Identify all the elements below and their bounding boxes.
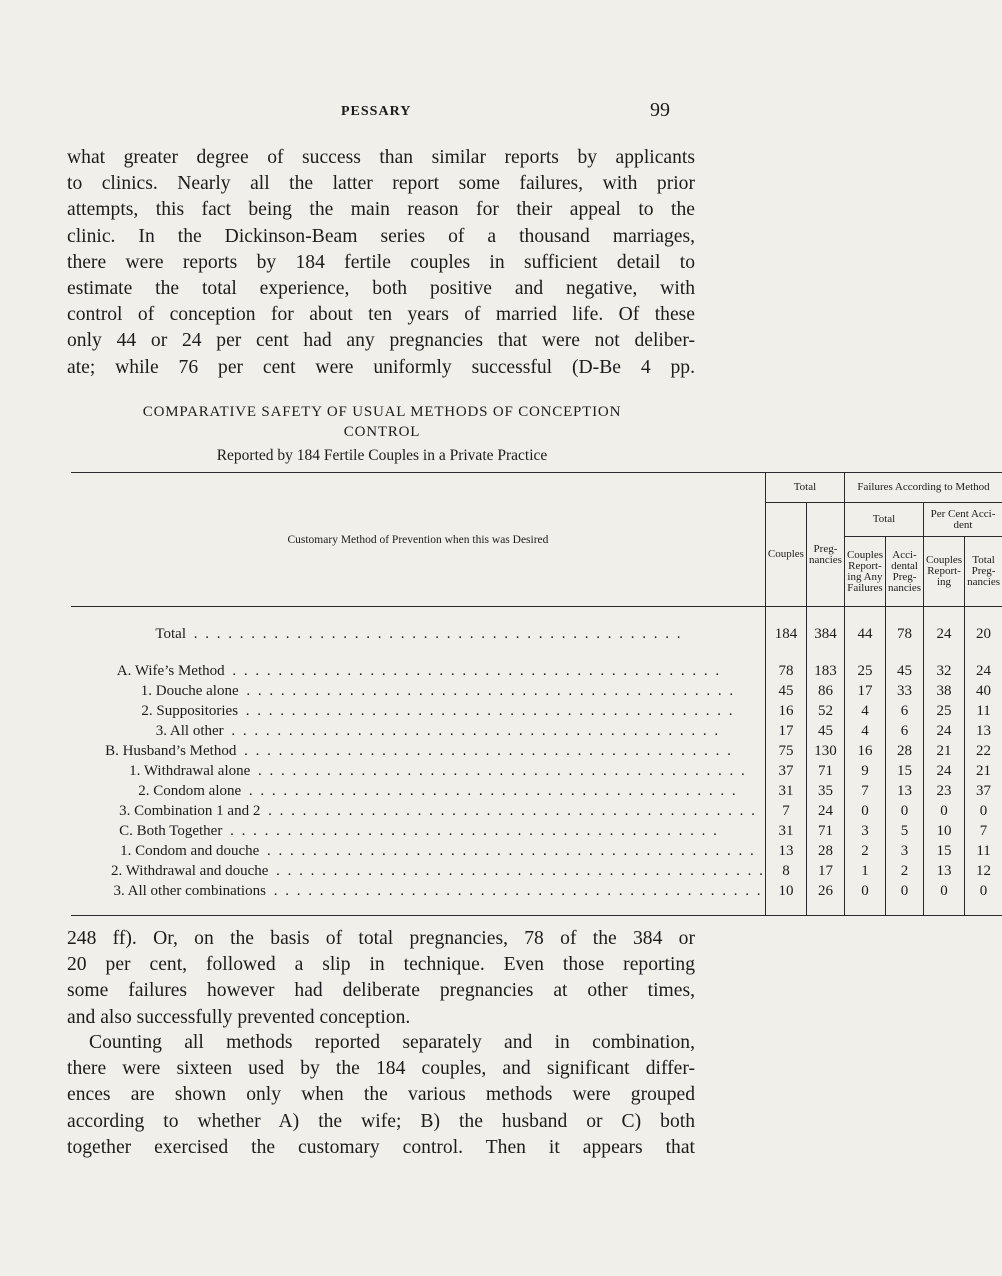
- per-cent-accident-header: Per Cent Acci-dent: [924, 503, 1002, 537]
- stub-header: Customary Method of Prevention when this was Desired: [71, 473, 765, 607]
- spacer-row: [71, 607, 1002, 622]
- spacer-cell: [71, 901, 765, 916]
- text-line: 20 per cent, followed a slip in technique. Even those reporting: [67, 954, 695, 976]
- leader-dots: . . . . . . . . . . . . . . . . . . . . . . . . . . . . . . . . . . . . . . . . . . .: [252, 763, 747, 779]
- value-cell: 71: [806, 761, 844, 781]
- row-label-cell: [71, 661, 765, 681]
- value-cell: 13: [924, 861, 965, 881]
- value-cell: 78: [765, 661, 806, 681]
- leader-dots: . . . . . . . . . . . . . . . . . . . . . . . . . . . . . . . . . . . . . . . . . . .: [226, 663, 722, 679]
- value-cell: 7: [965, 821, 1002, 841]
- value-cell: 21: [965, 761, 1002, 781]
- leader-dots: . . . . . . . . . . . . . . . . . . . . . . . . . . . . . . . . . . . . . . . . . . .: [243, 783, 738, 799]
- couples-header: Couples: [765, 503, 806, 607]
- spacer-row: [71, 901, 1002, 916]
- leader-dots: . . . . . . . . . . . . . . . . . . . . . . . . . . . . . . . . . . . . . . . . . . .: [262, 803, 757, 819]
- spacer-cell: [886, 647, 924, 661]
- value-cell: 24: [924, 761, 965, 781]
- value-cell: 11: [965, 841, 1002, 861]
- leader-dots: . . . . . . . . . . . . . . . . . . . . . . . . . . . . . . . . . . . . . . . . . . .: [225, 723, 721, 739]
- value-cell: 45: [886, 661, 924, 681]
- value-cell: 384: [806, 621, 844, 647]
- value-cell: 24: [806, 801, 844, 821]
- row-label-cell: [71, 861, 765, 881]
- row-label-cell: [71, 761, 765, 781]
- row-label-cell: [71, 741, 765, 761]
- table-title-line: CONTROL: [343, 424, 421, 440]
- row-label: 1. Withdrawal alone: [129, 763, 251, 779]
- value-cell: 13: [765, 841, 806, 861]
- value-cell: 17: [765, 721, 806, 741]
- value-cell: 0: [965, 801, 1002, 821]
- value-cell: 26: [806, 881, 844, 901]
- value-cell: 0: [924, 881, 965, 901]
- spacer-cell: [965, 901, 1002, 916]
- row-label-cell: [71, 821, 765, 841]
- spacer-cell: [924, 901, 965, 916]
- value-cell: 21: [924, 741, 965, 761]
- text-line: only 44 or 24 per cent had any pregnancies that were not deliber-: [67, 330, 695, 352]
- value-cell: 28: [886, 741, 924, 761]
- value-cell: 25: [844, 661, 885, 681]
- leader-dots: . . . . . . . . . . . . . . . . . . . . . . . . . . . . . . . . . . . . . . . . . . .: [267, 883, 763, 899]
- row-label: 3. All other combinations: [113, 883, 266, 899]
- row-label-cell: [71, 801, 765, 821]
- table-row: [71, 761, 1002, 781]
- value-cell: 183: [806, 661, 844, 681]
- row-label: 2. Suppositories: [141, 703, 239, 719]
- row-label: 3. Combination 1 and 2: [119, 803, 261, 819]
- value-cell: 25: [924, 701, 965, 721]
- value-cell: 6: [886, 721, 924, 741]
- row-label-cell: [71, 781, 765, 801]
- text-line: together exercised the customary control. Then it appears that: [67, 1136, 695, 1158]
- value-cell: 15: [886, 761, 924, 781]
- data-table: [71, 472, 1002, 916]
- accidental-pregnancies-header: Acci-dental Preg-nancies: [886, 537, 924, 607]
- value-cell: 24: [965, 661, 1002, 681]
- pct-couples-reporting-header: Couples Report-ing: [924, 537, 965, 607]
- value-cell: 7: [765, 801, 806, 821]
- value-cell: 44: [844, 621, 885, 647]
- text-line: some failures however had deliberate pregnancies at other times,: [67, 980, 695, 1002]
- leader-dots: . . . . . . . . . . . . . . . . . . . . . . . . . . . . . . . . . . . . . . . . . . .: [261, 843, 756, 859]
- failures-group-header: Failures According to Method: [844, 473, 1002, 503]
- running-head: [0, 101, 834, 125]
- table-row: [71, 681, 1002, 701]
- value-cell: 71: [806, 821, 844, 841]
- value-cell: 78: [886, 621, 924, 647]
- value-cell: 130: [806, 741, 844, 761]
- value-cell: 37: [965, 781, 1002, 801]
- text-line: attempts, this fact being the main reason for their appeal to the: [67, 199, 695, 221]
- value-cell: 37: [765, 761, 806, 781]
- value-cell: 20: [965, 621, 1002, 647]
- spacer-cell: [886, 901, 924, 916]
- value-cell: 75: [765, 741, 806, 761]
- table-row: [71, 741, 1002, 761]
- pregnancies-header: Preg-nancies: [806, 503, 844, 607]
- value-cell: 15: [924, 841, 965, 861]
- table-row: [71, 701, 1002, 721]
- value-cell: 2: [844, 841, 885, 861]
- value-cell: 0: [844, 881, 885, 901]
- couples-reporting-failures-header: Couples Report-ing Any Failures: [844, 537, 885, 607]
- row-label: 1. Condom and douche: [120, 843, 260, 859]
- text-line: Counting all methods reported separately and in combination,: [89, 1032, 695, 1053]
- spacer-row: [71, 647, 1002, 661]
- row-label: A. Wife’s Method: [116, 663, 225, 679]
- spacer-cell: [924, 607, 965, 622]
- value-cell: 32: [924, 661, 965, 681]
- spacer-cell: [765, 647, 806, 661]
- table-row: [71, 861, 1002, 881]
- spacer-cell: [71, 607, 765, 622]
- value-cell: 3: [886, 841, 924, 861]
- value-cell: 0: [886, 881, 924, 901]
- value-cell: 17: [806, 861, 844, 881]
- paragraph-2: [67, 926, 695, 1031]
- pct-total-pregnancies-header: Total Preg-nancies: [965, 537, 1002, 607]
- text-line: to clinics. Nearly all the latter report some failures, with prior: [67, 173, 695, 195]
- total-group-header: Total: [765, 473, 844, 503]
- table-row: [71, 781, 1002, 801]
- value-cell: 22: [965, 741, 1002, 761]
- row-label-cell: [71, 701, 765, 721]
- row-label: 2. Condom alone: [138, 783, 242, 799]
- row-label-cell: [71, 841, 765, 861]
- spacer-cell: [806, 647, 844, 661]
- spacer-cell: [924, 647, 965, 661]
- value-cell: 35: [806, 781, 844, 801]
- value-cell: 12: [965, 861, 1002, 881]
- paragraph-1: [67, 145, 695, 381]
- text-line: there were sixteen used by the 184 couples, and significant differ-: [67, 1058, 695, 1080]
- spacer-cell: [886, 607, 924, 622]
- row-label: Total: [155, 626, 186, 642]
- table-row: [71, 821, 1002, 841]
- value-cell: 0: [886, 801, 924, 821]
- text-line: estimate the total experience, both positive and negative, with: [67, 278, 695, 300]
- spacer-cell: [844, 901, 885, 916]
- spacer-cell: [806, 901, 844, 916]
- value-cell: 23: [924, 781, 965, 801]
- row-label: 1. Douche alone: [140, 683, 239, 699]
- value-cell: 5: [886, 821, 924, 841]
- value-cell: 11: [965, 701, 1002, 721]
- value-cell: 9: [844, 761, 885, 781]
- running-title: PESSARY: [341, 104, 412, 119]
- row-label-cell: [71, 681, 765, 701]
- value-cell: 10: [765, 881, 806, 901]
- value-cell: 38: [924, 681, 965, 701]
- value-cell: 24: [924, 721, 965, 741]
- row-label-cell: [71, 621, 765, 647]
- value-cell: 16: [844, 741, 885, 761]
- value-cell: 1: [844, 861, 885, 881]
- value-cell: 7: [844, 781, 885, 801]
- leader-dots: . . . . . . . . . . . . . . . . . . . . . . . . . . . . . . . . . . . . . . . . . . .: [240, 683, 736, 699]
- value-cell: 16: [765, 701, 806, 721]
- row-label: 3. All other: [155, 723, 224, 739]
- spacer-cell: [765, 607, 806, 622]
- text-line: what greater degree of success than similar reports by applicants: [67, 147, 695, 168]
- value-cell: 40: [965, 681, 1002, 701]
- value-cell: 28: [806, 841, 844, 861]
- leader-dots: . . . . . . . . . . . . . . . . . . . . . . . . . . . . . . . . . . . . . . . . . . .: [240, 703, 735, 719]
- text-line: ate; while 76 per cent were uniformly successful (D-Be 4 pp.: [67, 356, 695, 378]
- leader-dots: . . . . . . . . . . . . . . . . . . . . . . . . . . . . . . . . . . . . . . . . . . .: [188, 626, 683, 642]
- value-cell: 0: [844, 801, 885, 821]
- text-line: according to whether A) the wife; B) the husband or C) both: [67, 1110, 695, 1132]
- text-line: there were reports by 184 fertile couples in sufficient detail to: [67, 251, 695, 273]
- spacer-cell: [71, 647, 765, 661]
- value-cell: 8: [765, 861, 806, 881]
- value-cell: 52: [806, 701, 844, 721]
- table-row: [71, 661, 1002, 681]
- value-cell: 33: [886, 681, 924, 701]
- table-row: [71, 721, 1002, 741]
- page-number: 99: [650, 99, 670, 121]
- row-label: B. Husband’s Method: [105, 743, 237, 759]
- row-label-cell: [71, 721, 765, 741]
- value-cell: 3: [844, 821, 885, 841]
- failures-total-header: Total: [844, 503, 923, 537]
- spacer-cell: [806, 607, 844, 622]
- value-cell: 45: [765, 681, 806, 701]
- spacer-cell: [965, 647, 1002, 661]
- table-body: [71, 607, 1002, 916]
- leader-dots: . . . . . . . . . . . . . . . . . . . . . . . . . . . . . . . . . . . . . . . . . . .: [270, 863, 765, 879]
- leader-dots: . . . . . . . . . . . . . . . . . . . . . . . . . . . . . . . . . . . . . . . . . . .: [224, 823, 719, 839]
- table-row: [71, 801, 1002, 821]
- value-cell: 17: [844, 681, 885, 701]
- value-cell: 4: [844, 721, 885, 741]
- table-row: [71, 881, 1002, 901]
- text-line: 248 ff). Or, on the basis of total pregnancies, 78 of the 384 or: [67, 928, 695, 949]
- table-title-line: COMPARATIVE SAFETY OF USUAL METHODS OF CONCEPTION: [142, 404, 622, 420]
- value-cell: 24: [924, 621, 965, 647]
- row-label: C. Both Together: [119, 823, 223, 839]
- value-cell: 13: [965, 721, 1002, 741]
- row-label-cell: [71, 881, 765, 901]
- table-title: [67, 402, 697, 442]
- value-cell: 0: [924, 801, 965, 821]
- leader-dots: . . . . . . . . . . . . . . . . . . . . . . . . . . . . . . . . . . . . . . . . . . .: [238, 743, 733, 759]
- value-cell: 0: [965, 881, 1002, 901]
- value-cell: 184: [765, 621, 806, 647]
- value-cell: 31: [765, 821, 806, 841]
- value-cell: 31: [765, 781, 806, 801]
- value-cell: 45: [806, 721, 844, 741]
- spacer-cell: [965, 607, 1002, 622]
- table-row: [71, 621, 1002, 647]
- value-cell: 10: [924, 821, 965, 841]
- spacer-cell: [765, 901, 806, 916]
- spacer-cell: [844, 607, 885, 622]
- value-cell: 86: [806, 681, 844, 701]
- text-line: ences are shown only when the various methods were grouped: [67, 1084, 695, 1106]
- value-cell: 2: [886, 861, 924, 881]
- spacer-cell: [844, 647, 885, 661]
- paragraph-3: [67, 1030, 695, 1161]
- value-cell: 4: [844, 701, 885, 721]
- text-line: control of conception for about ten years of married life. Of these: [67, 304, 695, 326]
- value-cell: 6: [886, 701, 924, 721]
- text-line: and also successfully prevented conception.: [67, 1006, 411, 1028]
- value-cell: 13: [886, 781, 924, 801]
- text-line: clinic. In the Dickinson-Beam series of a thousand marriages,: [67, 225, 695, 247]
- table-subtitle: Reported by 184 Fertile Couples in a Private Practice: [216, 447, 548, 464]
- table-row: [71, 841, 1002, 861]
- row-label: 2. Withdrawal and douche: [111, 863, 269, 879]
